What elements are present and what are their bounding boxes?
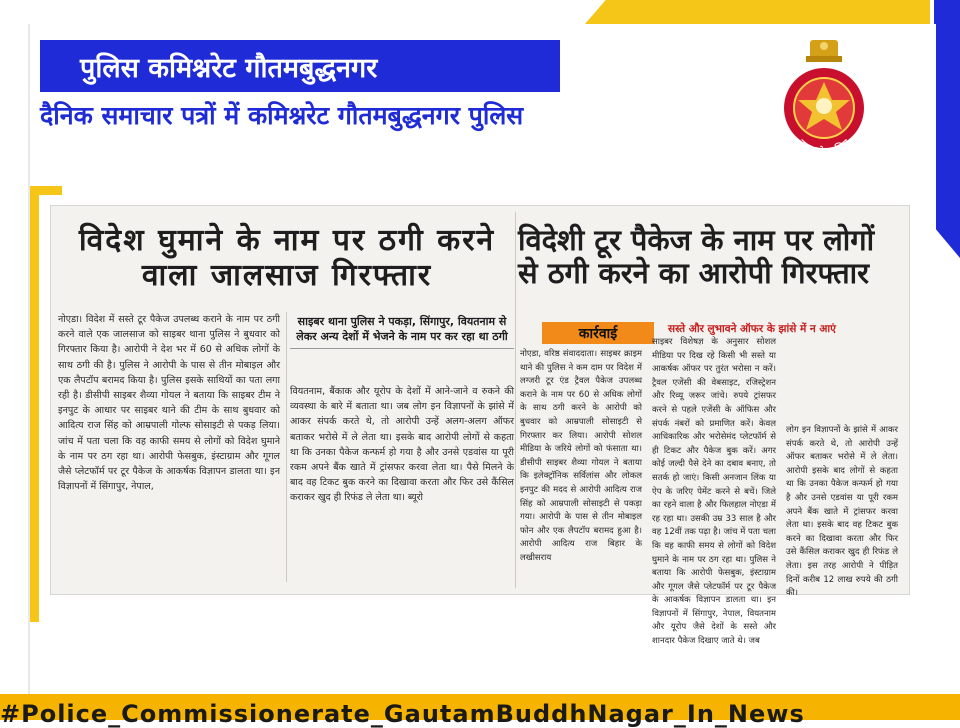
article-right-column-2: साइबर विशेषज्ञ के अनुसार सोशल मीडिया पर दिख रहे किसी भी सस्ते या आकर्षक ऑफर पर तुरंत भरोसा न करें। ट्रैवल एजेंसी की वेबसाइट, रजिस्ट्रेशन और रिव्यू जरूर जांचे। रुपये ट्रांसफर करने से पहले एजेंसी के ऑफिस और संपर्क नंबरों को प्रमाणित करें। केवल आधिकारिक और भरोसेमंद प्लेटफॉर्म से ही टिकट और पैकेज बुक करें। अगर कोई जल्दी पैसे देने का दबाव बनाए, तो सतर्क हो जाएं। किसी अनजान लिंक या ऐप के जरिए पेमेंट करने से बचें। जिले का रहने वाला है और फिलहाल नोएडा में रह रहा था। उसकी उम्र 33 साल है और वह 12वीं तक पढ़ा है। जांच में पता चला कि वह काफी समय से लोगों को विदेश घुमाने के नाम पर ठग रहा था। पुलिस ने बताया कि आरोपी फेसबुक, इंस्टाग्राम और गूगल जैसे प्लेटफॉर्म पर टूर पैकेज के आकर्षक विज्ञापन डालता था। इन विज्ञापनों में सिंगापुर, नेपाल, वियतनाम और यूरोप जैसे देशों के सस्ते और शानदार पैकेज दिखाए जाते थे। जब [652,337,776,647]
article-left-headline: विदेश घुमाने के नाम पर ठगी करने वाला जालसाज गिरफ्तार [78,223,496,293]
article-left-column-1: नोएडा। विदेश में सस्ते टूर पैकेज उपलब्ध कराने के नाम पर ठगी करने वाले एक जालसाज को साइबर थाना पुलिस ने बुधवार को गिरफ्तार किया है। आरोपी ने देश भर में 60 से अधिक लोगों के साथ ठगी की है। पुलिस ने आरोपी के पास से तीन मोबाइल और एक लैपटॉप बरामद किया है। पुलिस इसके साथियों का पता लगा रही है। डीसीपी साइबर शैव्या गोयल ने बताया कि साइबर टीम ने इनपुट के आधार पर साइबर थाने की टीम के साथ बुधवार को आदित्य राज सिंह को आम्रपाली गोल्फ सोसाइटी से पकड़ लिया। जांच में पता चला कि वह काफी समय से लोगों को विदेश घुमाने के नाम पर ठग रहा था। आरोपी फेसबुक, इंस्टाग्राम और गूगल जैसे प्लेटफॉर्म पर टूर पैकेज के आकर्षक विज्ञापन डालता था। इन विज्ञापनों में सिंगापुर, नेपाल, [58,314,280,493]
article-left-column-2: वियतनाम, बैंकाक और यूरोप के देशों में आने-जाने व रुकने की व्यवस्था के बारे में बताता था। जब लोग इन विज्ञापनों के झांसे में आकर संपर्क करते थे, तो आरोपी उन्हें अलग-अलग ऑफर बताकर भरोसे में ले लेता था। इसके बाद आरोपी लोगों से कहता था कि उनका पैकेज कन्फर्म हो गया है और उनसे एडवांस या पूरी रकम अपने बैंक खाते में ट्रांसफर करवा लेता था। पैसे मिलने के बाद वह टिकट बुक करने का दिखावा करता और फिर उसे कैंसिल कराकर खुद ही रिफंड ले लेता था। ब्यूरो [290,386,514,504]
emblem-text: उत्तर प्रदेश पुलिस [796,138,852,158]
article-right-tag: कार्रवाई [542,322,654,344]
article-right-column-1: नोएडा, वरिष्ठ संवाददाता। साइबर क्राइम थाने की पुलिस ने कम दाम पर विदेश में लग्जरी टूर एंड ट्रैवल पैकेज उपलब्ध कराने के नाम पर 60 से अधिक लोगों के साथ ठगी करने के आरोपी को बुधवार को आम्रपाली सोसाइटी से गिरफ्तार कर लिया। आरोपी सोशल मीडिया के जरिये लोगों को फंसाता था। डीसीपी साइबर शैव्या गोयल ने बताया कि इलेक्ट्रॉनिक सर्विलांस और लोकल इनपुट की मदद से आरोपी आदित्य राज सिंह को आम्रपाली सोसाइटी से पकड़ा गया। आरोपी के पास से तीन मोबाइल फोन और एक लैपटॉप बरामद हुआ है। आरोपी आदित्य राज बिहार के लखीसराय [520,349,642,563]
banner-title-text: पुलिस कमिश्नरेट गौतमबुद्धनगर [80,52,378,84]
footer-hashtag: #Police_Commissionerate_GautamBuddhNagar_In_News [0,700,805,728]
footer-bar [0,694,960,728]
up-police-emblem-icon [776,34,872,162]
article-left-deck: साइबर थाना पुलिस ने पकड़ा, सिंगापुर, वियतनाम से लेकर अन्य देशों में भेजने के नाम पर कर रहा था ठगी [290,314,514,349]
article-divider [515,212,516,588]
decor-yellow-top-stripe [585,0,930,24]
article-right-subhead: सस्ते और लुभावने ऑफर के झांसे में न आएं [668,323,836,335]
decor-yellow-left-tick [30,186,62,195]
banner-title [40,40,560,92]
decor-yellow-left-bar [30,186,39,622]
article-right-column-3: लोग इन विज्ञापनों के झांसे में आकर संपर्क करते थे, तो आरोपी उन्हें ऑफर बताकर भरोसे में ले लेता। आरोपी इसके बाद लोगों से कहता था कि उनका पैकेज कन्फर्म हो गया है और उनसे एडवांस या पूरी रकम अपने बैंक खाते में ट्रांसफर करवा लेता था। इसके बाद वह टिकट बुक करने का दिखावा करता और फिर उसे कैंसिल कराकर खुद ही रिफंड ले लेता। इस तरह आरोपी ने पीड़ित दिनों करीब 12 लाख रुपये की ठगी की। [786,425,898,599]
page-subtitle: दैनिक समाचार पत्रों में कमिश्नरेट गौतमबुद्धनगर पुलिस [40,101,524,130]
emblem-center [816,98,832,114]
column-divider [286,312,287,582]
decor-blue-right-stripe [934,0,960,258]
emblem-crown [806,40,842,62]
article-right-headline: विदेशी टूर पैकेज के नाम पर लोगों से ठगी करने का आरोपी गिरफ्तार [518,223,875,291]
